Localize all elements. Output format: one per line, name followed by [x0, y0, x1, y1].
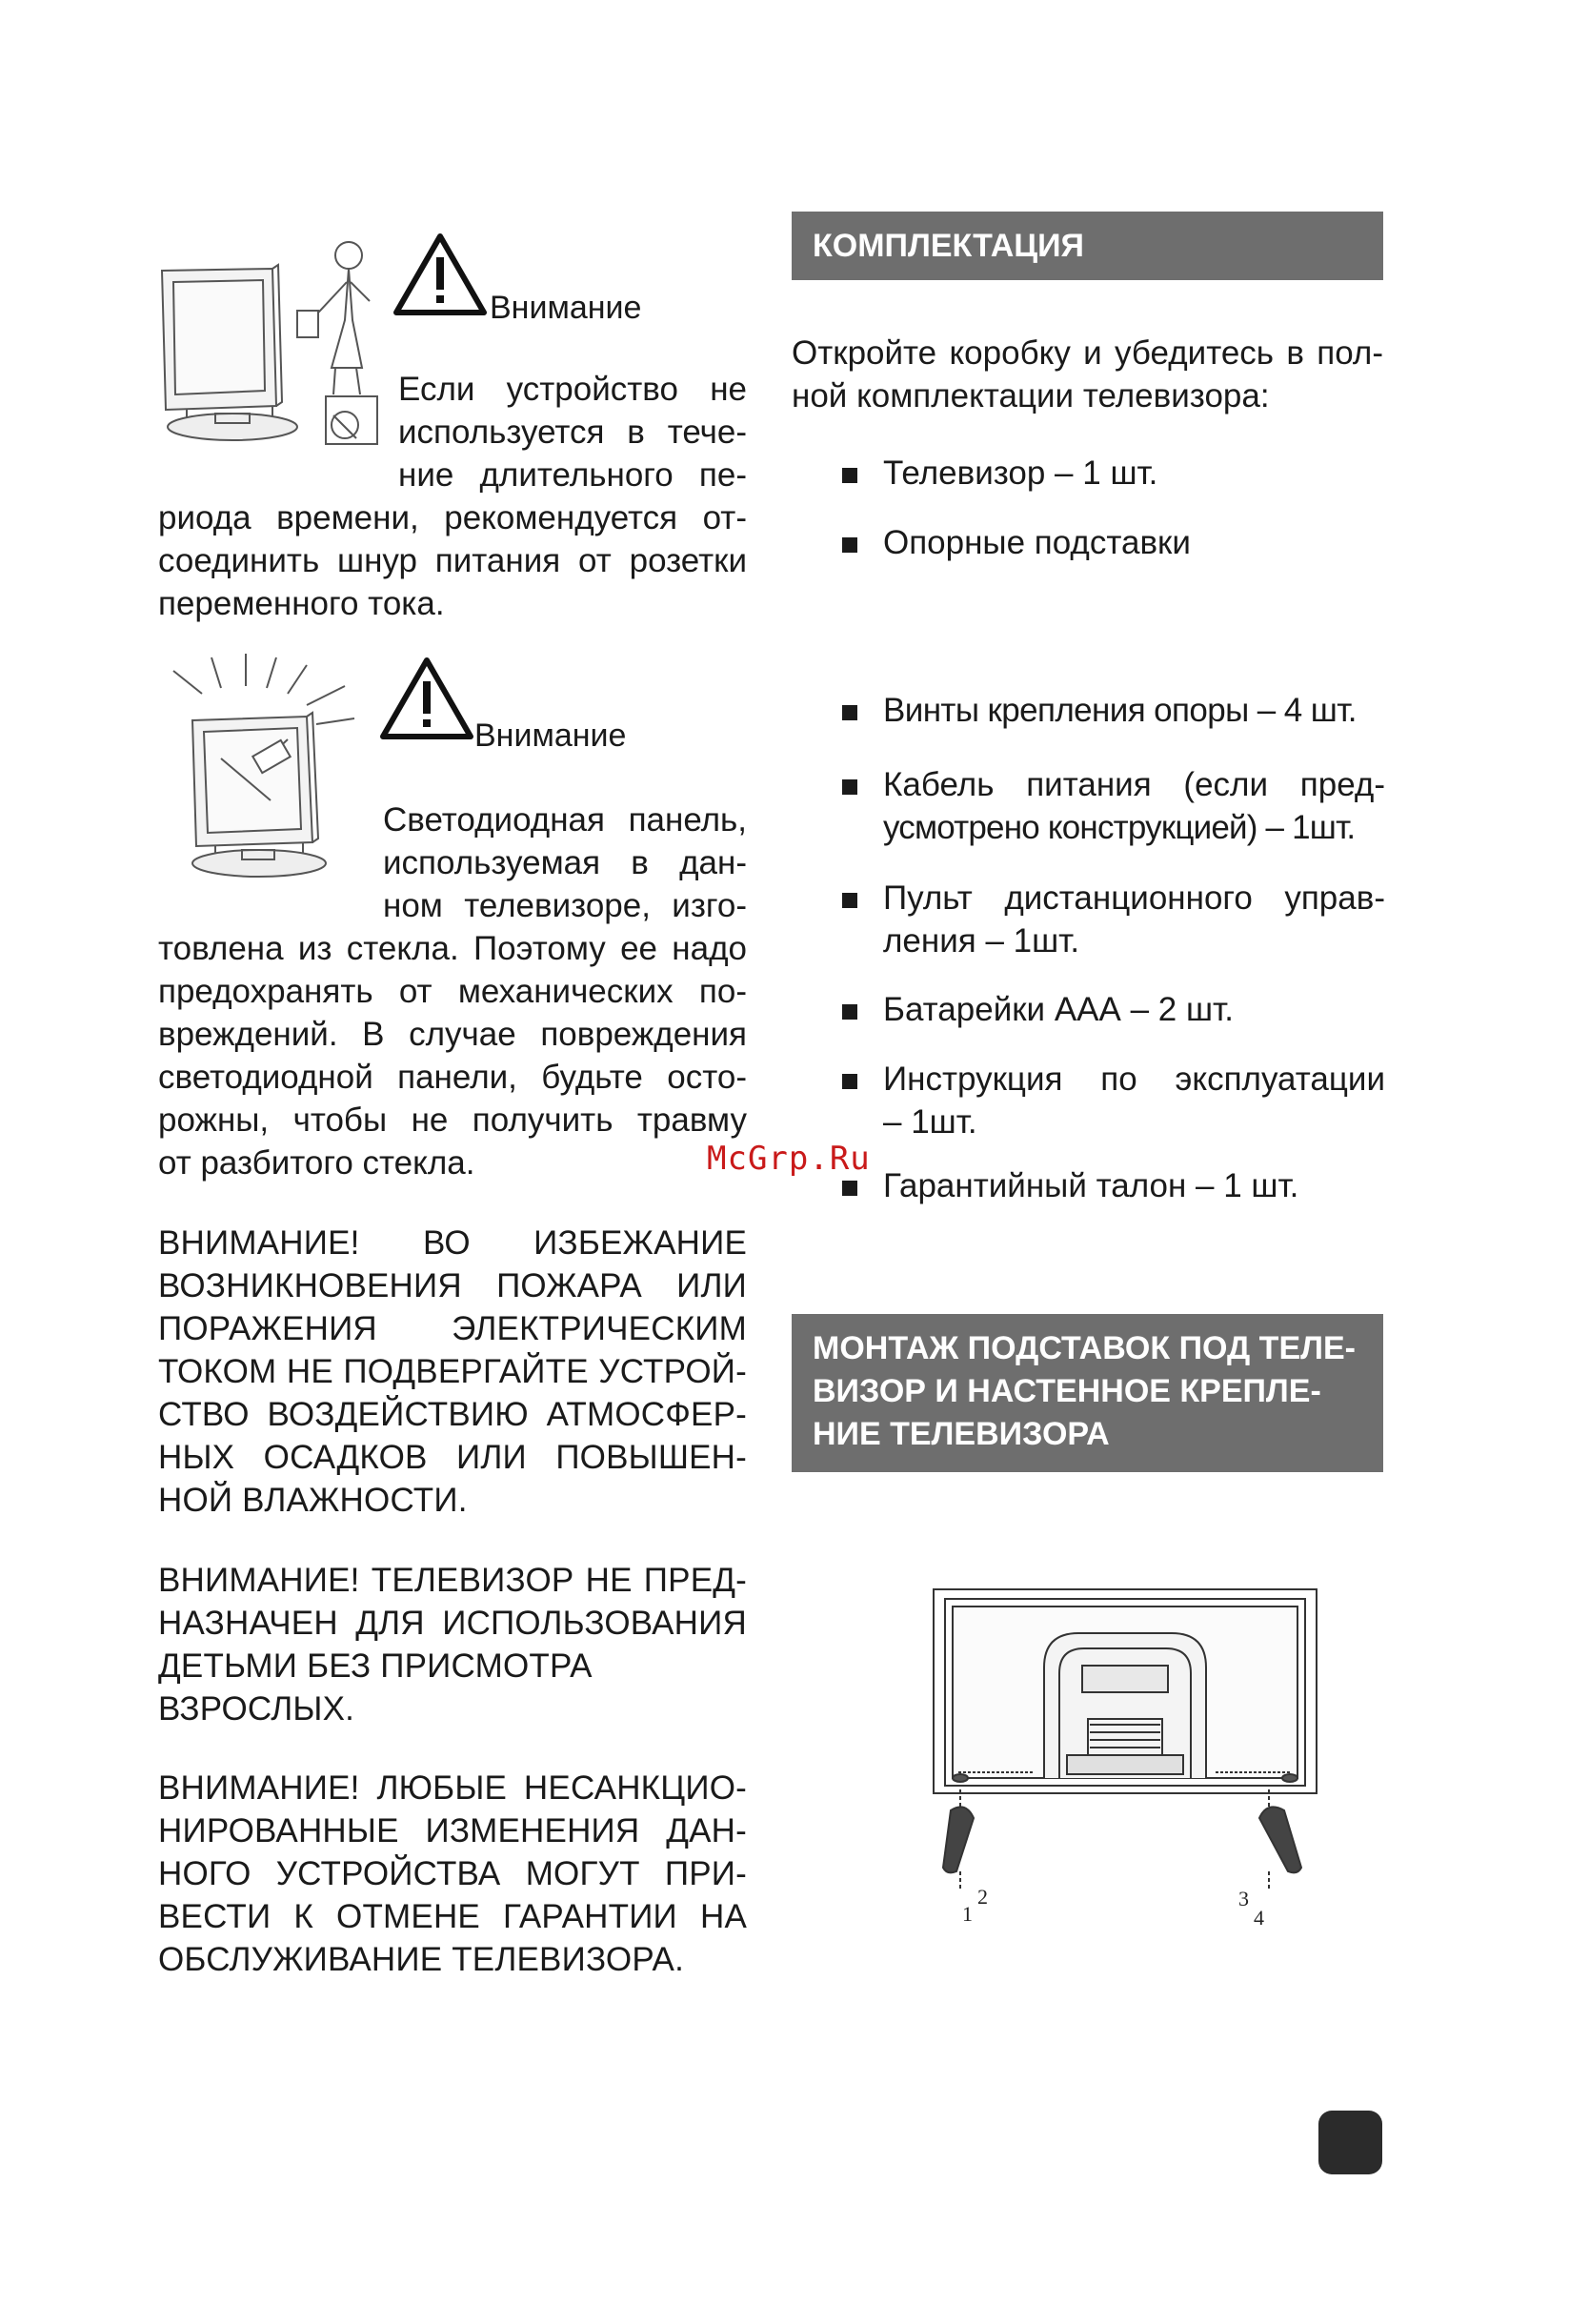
caps-warning-warranty	[158, 1767, 747, 1981]
bullet-square-icon	[842, 779, 857, 795]
bullet-square-icon	[842, 468, 857, 483]
text-line: НЫХ ОСАДКОВ ИЛИ ПОВЫШЕН-	[158, 1439, 747, 1476]
item-text: Опорные подставки	[883, 524, 1191, 561]
text-line: Кабель питания (если пред-	[883, 766, 1385, 803]
bullet-square-icon	[842, 1074, 857, 1089]
tv-broken-glass-illustration	[164, 652, 373, 880]
diagram-label-3: 3	[1238, 1887, 1249, 1910]
text-line: ВОЗНИКНОВЕНИЯ ПОЖАРА ИЛИ	[158, 1267, 747, 1304]
item-text	[842, 1058, 1385, 1143]
text-line: СТВО ВОЗДЕЙСТВИЮ АТМОСФЕР-	[158, 1396, 747, 1433]
text-line: светодиодной панели, будьте осто-	[158, 1059, 747, 1096]
warning1-body-text	[158, 496, 747, 625]
text-line: предохранять от механических по-	[158, 973, 747, 1010]
text-line: усмотрено конструкцией) – 1шт.	[883, 809, 1356, 846]
diagram-label-4: 4	[1254, 1906, 1264, 1930]
item-text: Гарантийный талон – 1 шт.	[883, 1167, 1299, 1204]
text-line: ВЗРОСЛЫХ.	[158, 1690, 355, 1728]
text-line: используемая в дан-	[383, 844, 747, 881]
item-text	[842, 877, 1385, 962]
package-item	[842, 452, 1385, 495]
text-line: риода времени, рекомендуется от-	[158, 499, 747, 536]
text-line: рожны, чтобы не получить травму	[158, 1101, 747, 1139]
text-line: Инструкция по эксплуатации	[883, 1061, 1385, 1098]
warning2-body-text	[158, 927, 747, 1184]
section-title-package	[792, 212, 1383, 280]
package-intro	[792, 332, 1383, 417]
caps-warning-children	[158, 1559, 747, 1730]
text-line: ПОРАЖЕНИЯ ЭЛЕКТРИЧЕСКИМ	[158, 1310, 747, 1347]
text-line: переменного тока.	[158, 585, 445, 622]
text-line: ления – 1шт.	[883, 922, 1080, 960]
text-line: НОЙ ВЛАЖНОСТИ.	[158, 1482, 468, 1519]
text-line: вреждений. В случае повреждения	[158, 1016, 747, 1053]
text-line: ОБСЛУЖИВАНИЕ ТЕЛЕВИЗОРА.	[158, 1941, 684, 1978]
bullet-square-icon	[842, 705, 857, 720]
text-line: ВНИМАНИЕ! ВО ИЗБЕЖАНИЕ	[158, 1224, 747, 1262]
item-text	[842, 763, 1385, 849]
package-item	[842, 1058, 1385, 1143]
text-line: соединить шнур питания от розетки	[158, 542, 747, 579]
text-line: ном телевизоре, изго-	[383, 887, 747, 924]
text-line: ВИЗОР И НАСТЕННОЕ КРЕПЛЕ-	[813, 1373, 1321, 1409]
package-item	[842, 521, 1385, 564]
item-text: Батарейки ААА – 2 шт.	[883, 991, 1234, 1028]
warning-triangle-icon	[392, 232, 488, 316]
package-item	[842, 988, 1385, 1031]
text-line: – 1шт.	[883, 1103, 977, 1141]
watermark: McGrp.Ru	[707, 1140, 871, 1178]
diagram-label-2: 2	[977, 1885, 988, 1909]
text-line: ТОКОМ НЕ ПОДВЕРГАЙТЕ УСТРОЙ-	[158, 1353, 747, 1390]
warning2-label: Внимание	[474, 717, 627, 754]
text-line: НИЕ ТЕЛЕВИЗОРА	[813, 1416, 1110, 1452]
warning1-float-text	[398, 368, 747, 496]
package-item	[842, 689, 1385, 732]
tv-unplug-illustration	[158, 234, 387, 454]
package-item	[842, 1164, 1385, 1207]
text-line: Если устройство не	[398, 371, 747, 408]
text-line: НАЗНАЧЕН ДЛЯ ИСПОЛЬЗОВАНИЯ	[158, 1605, 747, 1642]
text-line: ДЕТЬМИ БЕЗ ПРИСМОТРА	[158, 1647, 593, 1685]
warning1-label: Внимание	[490, 290, 642, 326]
text-line: ной комплектации телевизора:	[792, 377, 1270, 414]
bullet-square-icon	[842, 1181, 857, 1196]
text-line: ВНИМАНИЕ! ЛЮБЫЕ НЕСАНКЦИО-	[158, 1769, 747, 1807]
text-line: НИРОВАННЫЕ ИЗМЕНЕНИЯ ДАН-	[158, 1812, 747, 1849]
caps-warning-fire	[158, 1222, 747, 1522]
text-line: используется в тече-	[398, 414, 747, 451]
package-item	[842, 877, 1385, 962]
bullet-square-icon	[842, 1004, 857, 1020]
text-line: ние длительного пе-	[398, 456, 747, 494]
bullet-square-icon	[842, 893, 857, 908]
text-line: Откройте коробку и убедитесь в пол-	[792, 334, 1383, 372]
diagram-label-1: 1	[962, 1902, 973, 1926]
warning-triangle-icon	[379, 657, 474, 740]
tv-back-stand-diagram	[930, 1586, 1320, 1938]
text-line: ВНИМАНИЕ! ТЕЛЕВИЗОР НЕ ПРЕД-	[158, 1562, 747, 1599]
page-number-badge	[1318, 2111, 1382, 2174]
bullet-square-icon	[842, 537, 857, 553]
item-text: Винты крепления опоры – 4 шт.	[883, 692, 1357, 729]
warning2-float-text	[383, 798, 747, 927]
text-line: ВЕСТИ К ОТМЕНЕ ГАРАНТИИ НА	[158, 1898, 747, 1935]
section-title-text: КОМПЛЕКТАЦИЯ	[813, 228, 1084, 264]
text-line: МОНТАЖ ПОДСТАВОК ПОД ТЕЛЕ-	[813, 1330, 1356, 1366]
text-line: НОГО УСТРОЙСТВА МОГУТ ПРИ-	[158, 1855, 747, 1892]
item-text: Телевизор – 1 шт.	[883, 455, 1158, 492]
text-line: Светодиодная панель,	[383, 801, 747, 839]
text-line: от разбитого стекла.	[158, 1144, 475, 1182]
section-title-stand-mounting	[792, 1314, 1383, 1472]
text-line: Пульт дистанционного управ-	[883, 879, 1385, 917]
package-item	[842, 763, 1385, 849]
text-line: товлена из стекла. Поэтому ее надо	[158, 930, 747, 967]
